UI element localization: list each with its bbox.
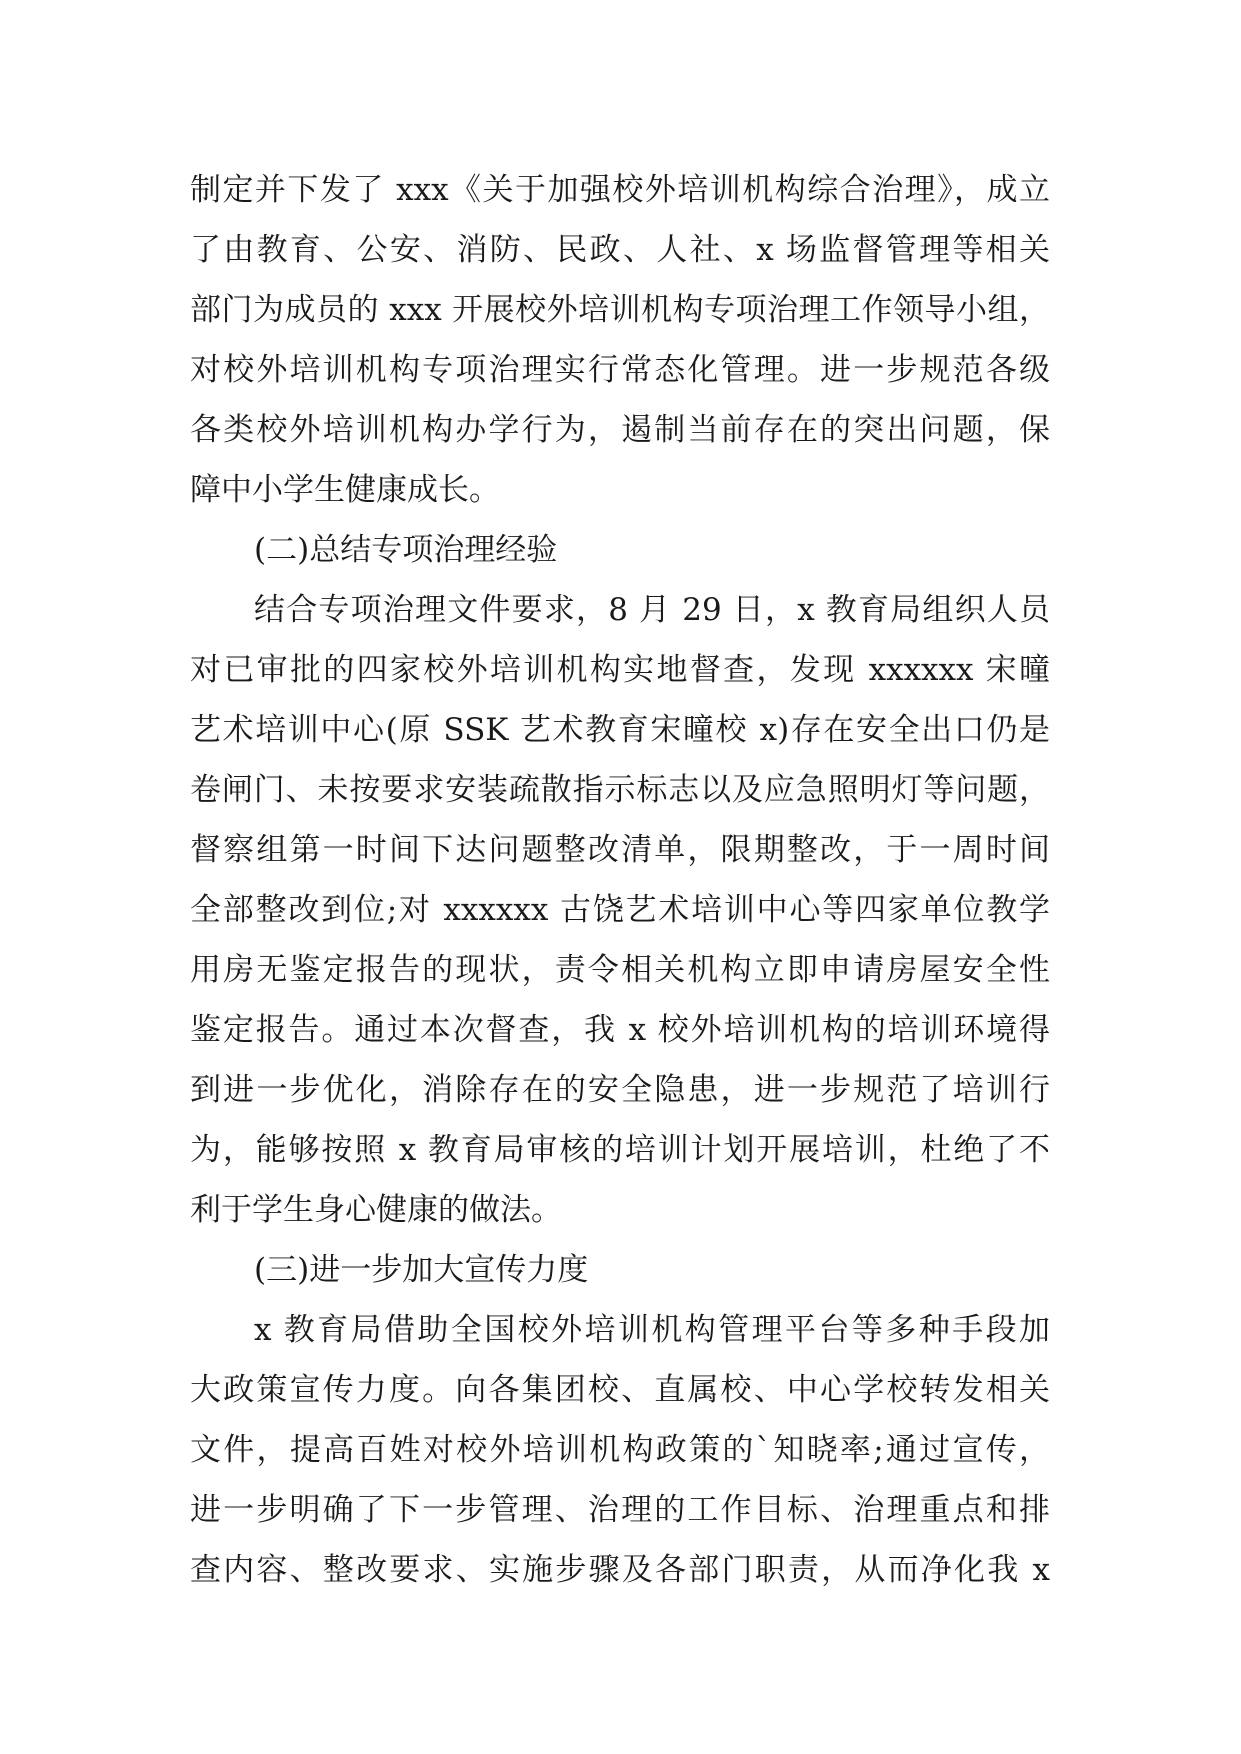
text-line: 全部整改到位;对 xxxxxx 古饶艺术培训中心等四家单位教学	[190, 892, 1050, 928]
text-line: x 教育局借助全国校外培训机构管理平台等多种手段加	[254, 1312, 1050, 1348]
text-line: 卷闸门、未按要求安装疏散指示标志以及应急照明灯等问题，	[190, 772, 1050, 808]
text-line: 用房无鉴定报告的现状，责令相关机构立即申请房屋安全性	[190, 952, 1050, 988]
text-line: 对校外培训机构专项治理实行常态化管理。进一步规范各级	[190, 352, 1050, 388]
text-line: 进一步明确了下一步管理、治理的工作目标、治理重点和排	[190, 1492, 1050, 1528]
text-line: 结合专项治理文件要求，8 月 29 日，x 教育局组织人员	[254, 592, 1050, 628]
text-line: 了由教育、公安、消防、民政、人社、x 场监督管理等相关	[190, 232, 1050, 268]
text-line: 到进一步优化，消除存在的安全隐患，进一步规范了培训行	[190, 1072, 1050, 1108]
document-body	[190, 160, 1050, 1600]
text-line: 制定并下发了 xxx《关于加强校外培训机构综合治理》，成立	[190, 172, 1050, 208]
text-line: 部门为成员的 xxx 开展校外培训机构专项治理工作领导小组，	[190, 292, 1050, 328]
text-line: 查内容、整改要求、实施步骤及各部门职责，从而净化我 x	[190, 1552, 1050, 1588]
paragraph-1	[190, 160, 1050, 520]
text-line: 障中小学生健康成长。	[190, 472, 500, 508]
paragraph-3	[190, 1300, 1050, 1600]
text-line: 督察组第一时间下达问题整改清单，限期整改，于一周时间	[190, 832, 1050, 868]
text-line: 大政策宣传力度。向各集团校、直属校、中心学校转发相关	[190, 1372, 1050, 1408]
section-heading-2: (二)总结专项治理经验	[254, 532, 558, 568]
text-line: 为，能够按照 x 教育局审核的培训计划开展培训，杜绝了不	[190, 1132, 1050, 1168]
text-line: 对已审批的四家校外培训机构实地督查，发现 xxxxxx 宋曈	[190, 652, 1050, 688]
text-line: 艺术培训中心(原 SSK 艺术教育宋曈校 x)存在安全出口仍是	[190, 712, 1050, 748]
text-line: 各类校外培训机构办学行为，遏制当前存在的突出问题，保	[190, 412, 1050, 448]
text-line: 文件，提高百姓对校外培训机构政策的`知晓率;通过宣传，	[190, 1432, 1050, 1468]
section-heading-3: (三)进一步加大宣传力度	[254, 1252, 589, 1288]
text-line: 鉴定报告。通过本次督查，我 x 校外培训机构的培训环境得	[190, 1012, 1050, 1048]
paragraph-2	[190, 580, 1050, 1240]
text-line: 利于学生身心健康的做法。	[190, 1192, 562, 1228]
